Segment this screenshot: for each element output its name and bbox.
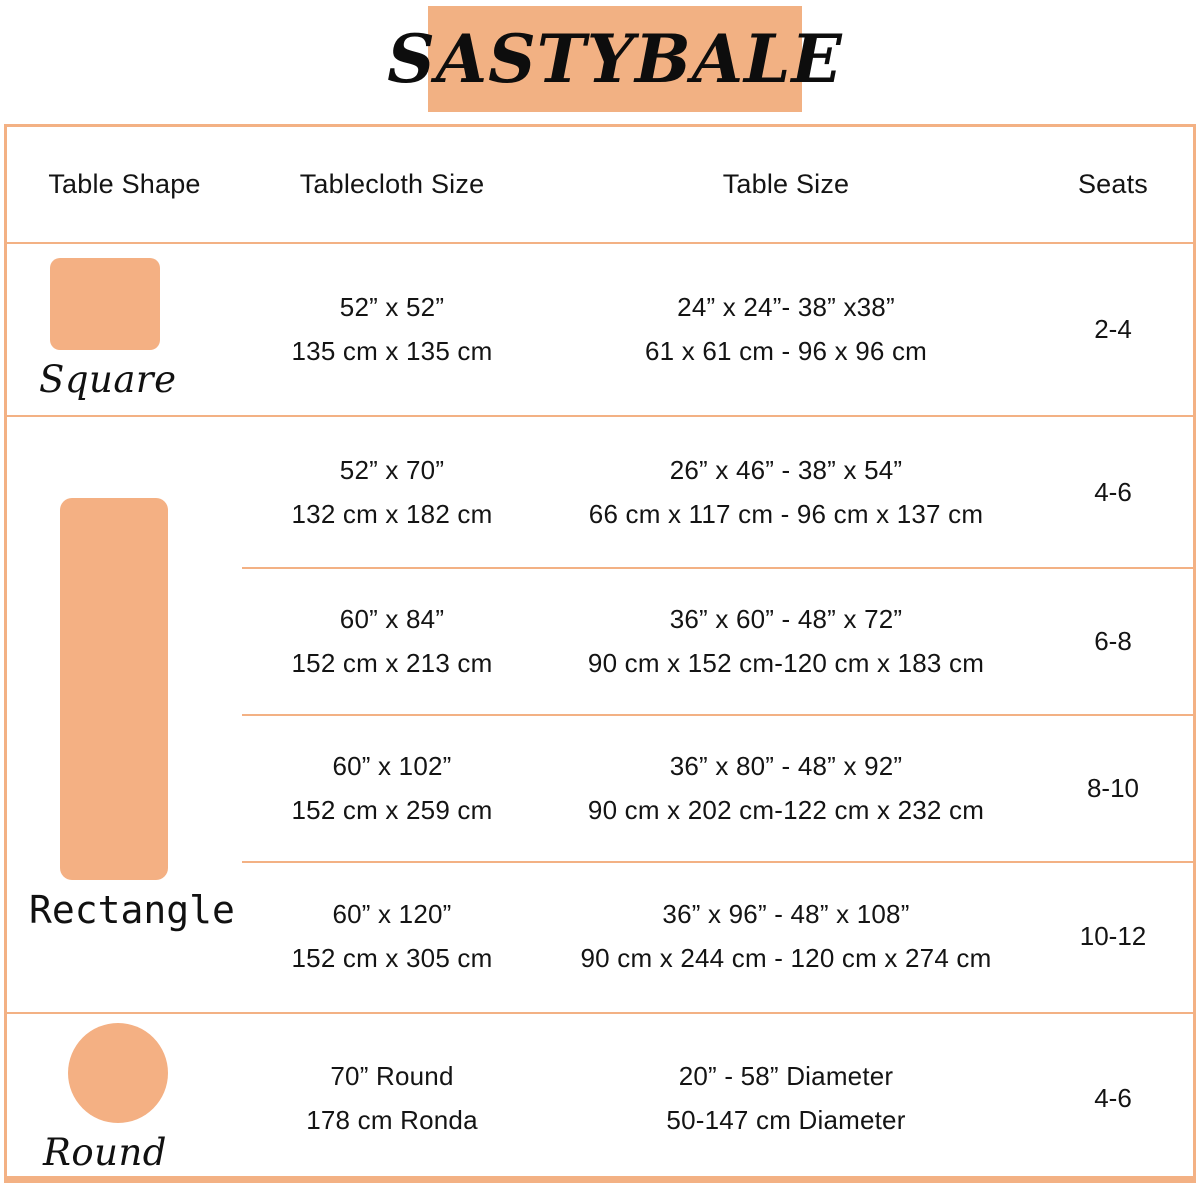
seats-value: 10-12 — [1079, 920, 1147, 951]
shape-cell-square — [7, 243, 242, 416]
cell-tablecloth-size — [242, 715, 542, 862]
shape-label-rectangle: Rectangle — [29, 887, 235, 932]
cloth-inches: 70” Round — [330, 1061, 454, 1091]
cell-seats — [1030, 1013, 1196, 1183]
table-inches: 36” x 60” - 48” x 72” — [669, 604, 903, 634]
cell-tablecloth-size — [242, 862, 542, 1009]
cell-table-size — [542, 715, 1030, 862]
table-inches: 36” x 80” - 48” x 92” — [669, 751, 903, 781]
cell-seats — [1030, 715, 1196, 862]
cloth-cm: 132 cm x 182 cm — [291, 498, 493, 529]
circle-swatch-icon — [68, 1023, 168, 1123]
shape-label-round: Round — [43, 1131, 167, 1174]
size-chart-frame — [4, 124, 1196, 1179]
table-cm: 90 cm x 244 cm - 120 cm x 274 cm — [580, 942, 992, 973]
cell-table-size — [542, 416, 1030, 568]
size-chart-table — [7, 127, 1196, 1183]
table-cm: 66 cm x 117 cm - 96 cm x 137 cm — [588, 498, 984, 529]
cloth-inches: 52” x 52” — [339, 292, 445, 322]
brand-badge — [387, 6, 843, 112]
cloth-cm: 135 cm x 135 cm — [291, 336, 493, 366]
bottom-accent-strip — [4, 1176, 1196, 1183]
cell-tablecloth-size — [242, 1013, 542, 1183]
header-row — [7, 127, 1196, 243]
table-cm: 90 cm x 152 cm-120 cm x 183 cm — [587, 648, 985, 678]
cell-tablecloth-size — [242, 243, 542, 416]
square-swatch-icon — [50, 258, 160, 350]
cell-table-size — [542, 862, 1030, 1009]
table-cm: 50-147 cm Diameter — [666, 1105, 906, 1135]
table-body — [7, 243, 1196, 1183]
header-table-shape: Table Shape — [7, 127, 242, 243]
cell-seats — [1030, 243, 1196, 416]
seats-value: 2-4 — [1094, 314, 1132, 344]
cloth-inches: 60” x 102” — [332, 751, 452, 781]
seats-value: 4-6 — [1094, 1083, 1132, 1113]
table-row — [7, 416, 1196, 568]
cell-table-size — [542, 1013, 1030, 1183]
header-tablecloth-size: Tablecloth Size — [242, 127, 542, 243]
table-row — [7, 1013, 1196, 1183]
header-table-size: Table Size — [542, 127, 1030, 243]
cloth-inches: 52” x 70” — [339, 454, 445, 485]
brand-banner — [0, 0, 1200, 122]
cloth-inches: 60” x 120” — [332, 898, 452, 929]
table-inches: 24” x 24”- 38” x38” — [677, 292, 895, 322]
cloth-cm: 152 cm x 213 cm — [291, 648, 493, 678]
rectangle-swatch-icon — [60, 498, 168, 880]
cell-table-size — [542, 243, 1030, 416]
table-header — [7, 127, 1196, 243]
cell-seats — [1030, 568, 1196, 715]
table-inches: 20” - 58” Diameter — [678, 1061, 894, 1091]
table-cm: 90 cm x 202 cm-122 cm x 232 cm — [587, 795, 985, 825]
cloth-inches: 60” x 84” — [339, 604, 445, 634]
cloth-cm: 178 cm Ronda — [306, 1105, 478, 1135]
shape-cell-rectangle — [7, 416, 242, 1013]
cell-tablecloth-size — [242, 568, 542, 715]
shape-cell-round — [7, 1013, 242, 1183]
cell-seats — [1030, 862, 1196, 1009]
table-cm: 61 x 61 cm - 96 x 96 cm — [644, 336, 928, 366]
table-row — [7, 243, 1196, 416]
cell-seats — [1030, 416, 1196, 568]
header-seats: Seats — [1030, 127, 1196, 243]
seats-value: 4-6 — [1094, 476, 1132, 507]
cloth-cm: 152 cm x 259 cm — [291, 795, 493, 825]
shape-label-square: Square — [39, 358, 177, 401]
cell-table-size — [542, 568, 1030, 715]
seats-value: 8-10 — [1086, 773, 1140, 803]
brand-name: SASTYBALE — [387, 20, 843, 98]
table-inches: 36” x 96” - 48” x 108” — [662, 898, 910, 929]
cloth-cm: 152 cm x 305 cm — [291, 942, 493, 973]
cell-tablecloth-size — [242, 416, 542, 568]
seats-value: 6-8 — [1094, 626, 1132, 656]
table-inches: 26” x 46” - 38” x 54” — [669, 454, 903, 485]
